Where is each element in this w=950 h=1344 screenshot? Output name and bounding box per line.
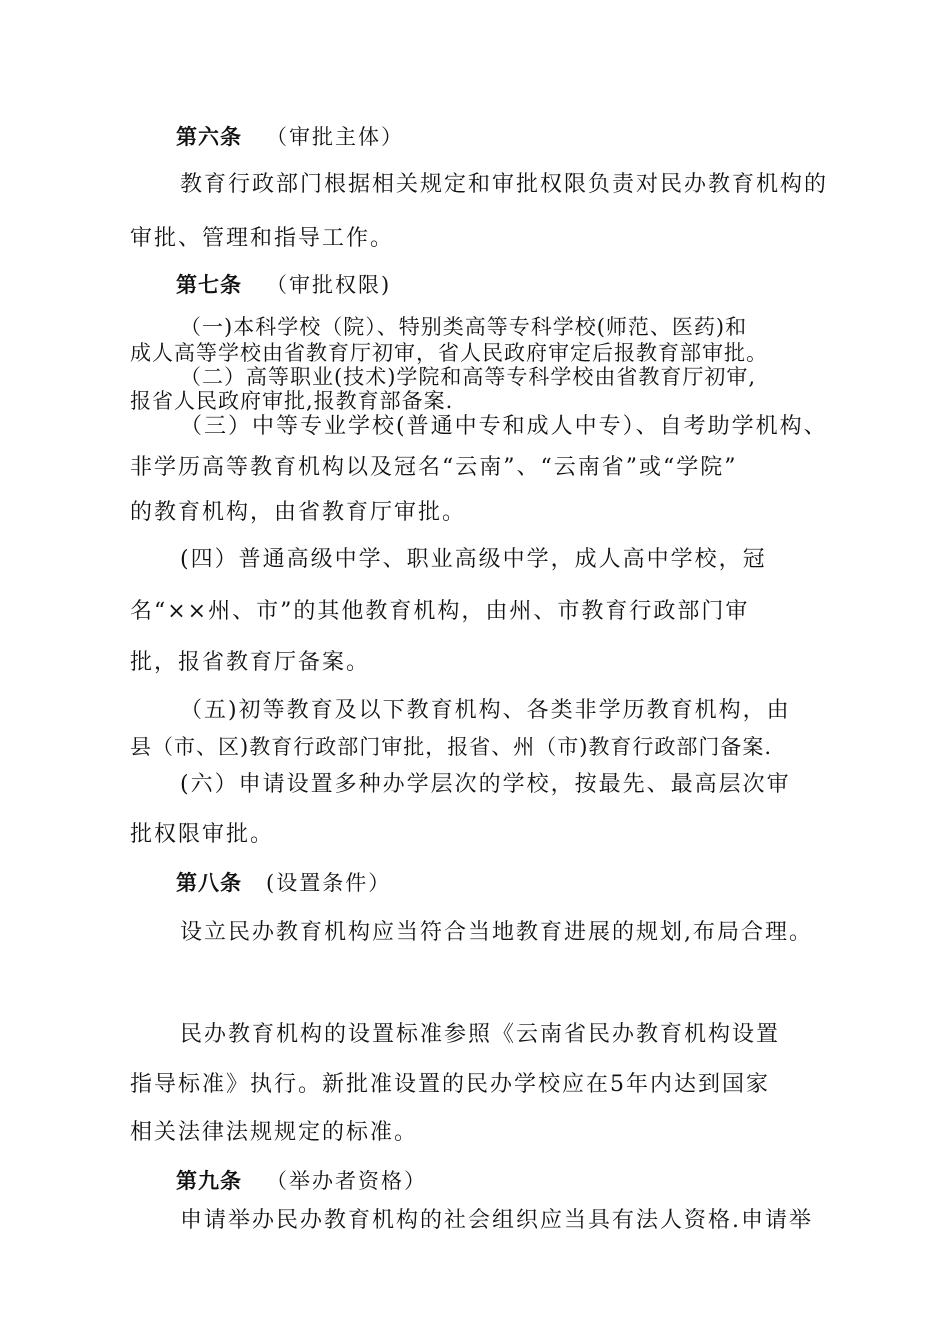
article-6-number: 第六条 bbox=[176, 125, 242, 149]
article-7-item-6-line-1: (六）申请设置多种办学层次的学校，按最先、最高层次审 bbox=[180, 772, 791, 797]
article-7-item-5-line-2: 县（市、区)教育行政部门审批，报省、州（市)教育行政部门备案. bbox=[130, 735, 773, 759]
article-9-topic: （举办者资格） bbox=[266, 1169, 427, 1193]
article-9-line-1: 申请举办民办教育机构的社会组织应当具有法人资格.申请举 bbox=[180, 1208, 813, 1233]
article-7-item-6-line-2: 批权限审批。 bbox=[130, 822, 275, 847]
article-8-topic: (设置条件） bbox=[266, 871, 392, 895]
article-7-item-1-line-1: （一)本科学校（院）、特别类高等专科学校(师范、医药)和 bbox=[180, 315, 748, 339]
article-7-item-4-line-3: 批，报省教育厅备案。 bbox=[130, 650, 371, 675]
article-8-para-2-line-2: 指导标准》执行。新批准设置的民办学校应在5年内达到国家 bbox=[130, 1072, 770, 1097]
article-7-topic: （审批权限) bbox=[266, 273, 392, 297]
article-7-item-1-line-2: 成人高等学校由省教育厅初审，省人民政府审定后报教育部审批。 bbox=[130, 341, 768, 365]
article-8-heading bbox=[176, 870, 391, 896]
article-7-heading bbox=[176, 272, 391, 298]
article-7-item-5-line-1: （五)初等教育及以下教育机构、各类非学历教育机构，由 bbox=[180, 698, 791, 723]
article-7-item-4-line-2: 名“××州、市”的其他教育机构，由州、市教育行政部门审 bbox=[130, 599, 750, 624]
article-7-item-2-line-2: 报省人民政府审批,报教育部备案. bbox=[130, 389, 454, 413]
article-6-line-2: 审批、管理和指导工作。 bbox=[130, 226, 395, 251]
article-8-para-1-line-1: 设立民办教育机构应当符合当地教育进展的规划,布局合理。 bbox=[180, 920, 813, 945]
article-7-item-3-line-3: 的教育机构，由省教育厅审批。 bbox=[130, 500, 467, 525]
article-7-item-2-line-1: （二）高等职业(技术)学院和高等专科学校由省教育厅初审, bbox=[180, 365, 757, 389]
article-8-para-2-line-1: 民办教育机构的设置标准参照《云南省民办教育机构设置 bbox=[180, 1022, 781, 1047]
article-7-item-4-line-1: (四）普通高级中学、职业高级中学，成人高中学校，冠 bbox=[180, 547, 767, 572]
article-8-para-2-line-3: 相关法律法规规定的标准。 bbox=[130, 1120, 419, 1145]
article-6-topic: （审批主体） bbox=[266, 125, 404, 149]
article-9-number: 第九条 bbox=[176, 1169, 242, 1193]
article-9-heading bbox=[176, 1168, 427, 1194]
article-7-number: 第七条 bbox=[176, 273, 242, 297]
article-7-item-3-line-1: （三）中等专业学校(普通中专和成人中专）、自考助学机构、 bbox=[180, 414, 828, 439]
article-6-heading bbox=[176, 124, 404, 150]
article-6-line-1: 教育行政部门根据相关规定和审批权限负责对民办教育机构的 bbox=[180, 172, 829, 197]
article-7-item-3-line-2: 非学历高等教育机构以及冠名“云南”、“云南省”或“学院” bbox=[130, 455, 738, 480]
article-8-number: 第八条 bbox=[176, 871, 242, 895]
